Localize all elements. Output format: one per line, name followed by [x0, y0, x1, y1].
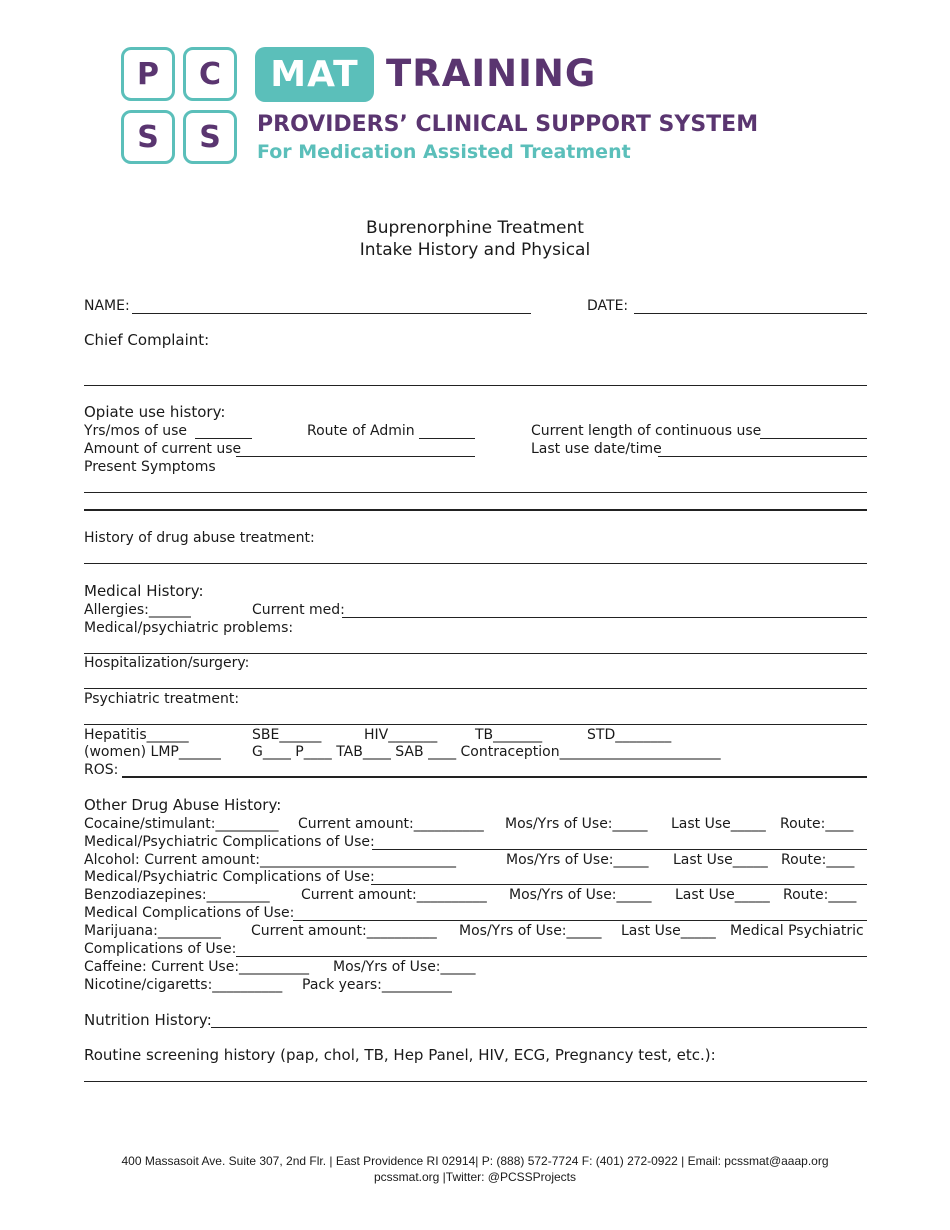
nutrition-label: Nutrition History:: [84, 1011, 212, 1029]
alcohol-complications-label: Medical/Psychiatric Complications of Use:: [84, 869, 375, 885]
benzo-last-use-field[interactable]: Last Use_____: [675, 887, 770, 903]
chief-complaint-label: Chief Complaint:: [84, 331, 210, 349]
date-label: DATE:: [587, 298, 629, 314]
benzo-field[interactable]: Benzodiazepines:_________: [84, 887, 270, 903]
drug-treatment-field[interactable]: [84, 563, 867, 564]
allergies-field[interactable]: Allergies:______: [84, 602, 191, 618]
marijuana-last-use-field[interactable]: Last Use_____: [621, 923, 716, 939]
logo-letter-s1: S: [121, 110, 175, 164]
marijuana-field[interactable]: Marijuana:_________: [84, 923, 221, 939]
date-field[interactable]: [634, 313, 867, 314]
benzo-amount-field[interactable]: Current amount:__________: [301, 887, 487, 903]
yrs-mos-field[interactable]: [195, 438, 252, 439]
alcohol-last-use-field[interactable]: Last Use_____: [673, 852, 768, 868]
name-field[interactable]: [132, 313, 531, 314]
cocaine-amount-field[interactable]: Current amount:__________: [298, 816, 484, 832]
cocaine-last-use-field[interactable]: Last Use_____: [671, 816, 766, 832]
nutrition-field[interactable]: [211, 1027, 867, 1028]
current-length-label: Current length of continuous use: [531, 423, 762, 439]
cocaine-complications-label: Medical/Psychiatric Complications of Use:: [84, 834, 375, 850]
ros-label: ROS:: [84, 762, 119, 778]
nicotine-field[interactable]: Nicotine/cigaretts:__________: [84, 977, 283, 993]
hospitalization-label: Hospitalization/surgery:: [84, 655, 250, 671]
caffeine-field[interactable]: Caffeine: Current Use:__________: [84, 959, 310, 975]
present-symptoms-label: Present Symptoms: [84, 459, 216, 475]
ros-field[interactable]: [122, 776, 867, 778]
cocaine-field[interactable]: Cocaine/stimulant:_________: [84, 816, 279, 832]
marijuana-amount-field[interactable]: Current amount:__________: [251, 923, 437, 939]
name-label: NAME:: [84, 298, 130, 314]
form-title-line2: Intake History and Physical: [359, 240, 591, 260]
med-psych-problems-label: Medical/psychiatric problems:: [84, 620, 294, 636]
route-admin-label: Route of Admin: [307, 423, 415, 439]
women-lmp-field[interactable]: (women) LMP______: [84, 744, 221, 760]
marijuana-complications-field[interactable]: [236, 956, 867, 957]
logo-letter-s2: S: [183, 110, 237, 164]
logo-letter-c: C: [183, 47, 237, 101]
hospitalization-field[interactable]: [84, 688, 867, 689]
alcohol-amount-field[interactable]: Alcohol: Current amount:____________________________: [84, 852, 456, 868]
marijuana-med-psych-label: Medical Psychiatric: [730, 923, 864, 939]
amount-current-field[interactable]: [236, 456, 475, 457]
opiate-history-heading: Opiate use history:: [84, 403, 226, 421]
amount-current-label: Amount of current use: [84, 441, 242, 457]
section-divider: [84, 509, 867, 511]
alcohol-complications-field[interactable]: [371, 884, 867, 885]
sbe-field[interactable]: SBE______: [252, 727, 322, 743]
last-use-datetime-label: Last use date/time: [531, 441, 662, 457]
gravida-para-field[interactable]: G____ P____ TAB____ SAB ____ Contraception_______________________: [252, 744, 721, 760]
caffeine-duration-field[interactable]: Mos/Yrs of Use:_____: [333, 959, 476, 975]
hiv-field[interactable]: HIV_______: [364, 727, 438, 743]
cocaine-duration-field[interactable]: Mos/Yrs of Use:_____: [505, 816, 648, 832]
footer-web: pcssmat.org |Twitter: @PCSSProjects: [373, 1170, 577, 1184]
present-symptoms-field[interactable]: [84, 492, 867, 493]
marijuana-complications-label: Complications of Use:: [84, 941, 237, 957]
std-field[interactable]: STD________: [587, 727, 672, 743]
hepatitis-field[interactable]: Hepatitis______: [84, 727, 189, 743]
current-length-field[interactable]: [760, 438, 867, 439]
cocaine-complications-field[interactable]: [372, 849, 867, 850]
other-drug-heading: Other Drug Abuse History:: [84, 796, 282, 814]
current-med-label: Current med:: [252, 602, 345, 618]
yrs-mos-label: Yrs/mos of use: [84, 423, 187, 439]
benzo-route-field[interactable]: Route:____: [783, 887, 857, 903]
form-title-line1: Buprenorphine Treatment: [366, 218, 584, 238]
logo-org-name: PROVIDERS’ CLINICAL SUPPORT SYSTEM: [257, 112, 759, 137]
last-use-datetime-field[interactable]: [658, 456, 867, 457]
chief-complaint-field[interactable]: [84, 385, 867, 386]
benzo-complications-field[interactable]: [293, 920, 867, 921]
logo-tagline: For Medication Assisted Treatment: [257, 141, 631, 163]
current-med-field[interactable]: [342, 617, 867, 618]
logo-training: TRAINING: [386, 52, 597, 95]
route-admin-field[interactable]: [419, 438, 475, 439]
alcohol-duration-field[interactable]: Mos/Yrs of Use:_____: [506, 852, 649, 868]
routine-screening-label: Routine screening history (pap, chol, TB, Hep Panel, HIV, ECG, Pregnancy test, etc.):: [84, 1046, 716, 1064]
footer-address: 400 Massasoit Ave. Suite 307, 2nd Flr. | East Providence RI 02914| P: (888) 572-7724 F: (401) 272-0922 | Email: pcssmat@aaap.org: [121, 1154, 829, 1168]
benzo-complications-label: Medical Complications of Use:: [84, 905, 295, 921]
tb-field[interactable]: TB_______: [475, 727, 543, 743]
med-psych-problems-field[interactable]: [84, 653, 867, 654]
drug-treatment-label: History of drug abuse treatment:: [84, 530, 315, 546]
psychiatric-treatment-field[interactable]: [84, 724, 867, 725]
marijuana-duration-field[interactable]: Mos/Yrs of Use:_____: [459, 923, 602, 939]
routine-screening-field[interactable]: [84, 1081, 867, 1082]
cocaine-route-field[interactable]: Route:____: [780, 816, 854, 832]
logo-mat: MAT: [255, 47, 374, 102]
pack-years-field[interactable]: Pack years:__________: [302, 977, 452, 993]
psychiatric-treatment-label: Psychiatric treatment:: [84, 691, 240, 707]
medical-history-heading: Medical History:: [84, 582, 204, 600]
alcohol-route-field[interactable]: Route:____: [781, 852, 855, 868]
benzo-duration-field[interactable]: Mos/Yrs of Use:_____: [509, 887, 652, 903]
logo-letter-p: P: [121, 47, 175, 101]
